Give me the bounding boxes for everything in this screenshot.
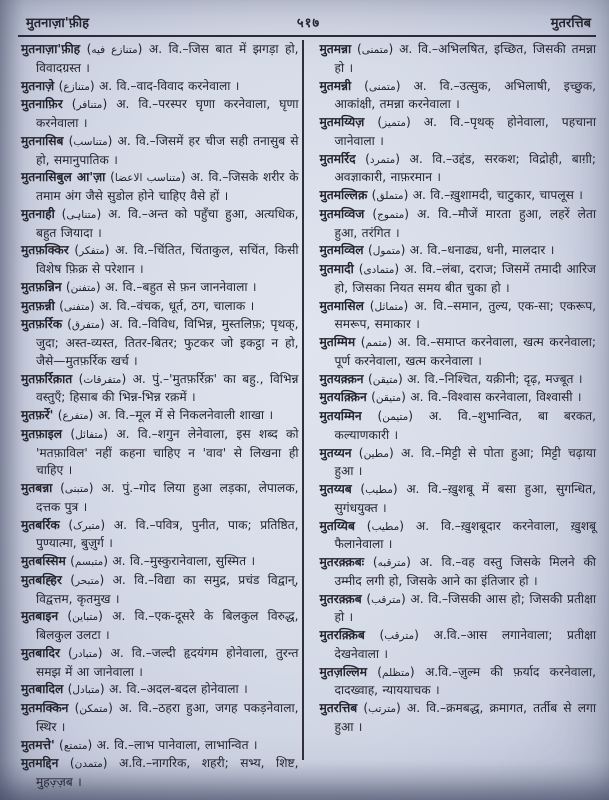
dictionary-entry: मुतनाही (متناہی) अ. वि.–अन्त को पहुँचा हुआ, अत्यधिक, बहुत जियादा ।	[21, 206, 299, 240]
entry-pos-and-definition: अ. वि.–ख़ुशबूदार करनेवाला, ख़ुशबू फैलानेवाला ।	[334, 518, 597, 552]
entry-urdu-script: متباین	[72, 611, 99, 624]
dictionary-entry: मुतबाइन (متباین) अ. वि.–एक-दूसरे के बिलकुल विरुद्ध, बिलकुल उलटा ।	[21, 609, 299, 642]
entry-urdu-script: متفکر	[79, 245, 105, 258]
entry-pos-and-definition: अ. वि.–वंचक, धूर्त, ठग, चालाक ।	[99, 298, 255, 313]
entry-pos-and-definition: अ. वि.–जिसके शरीर के तमाम अंग जैसे सुडोल होने चाहिए वैसे हों ।	[36, 170, 299, 203]
entry-pos-and-definition: अ. वि.–लाभ पानेवाला, लाभान्वित ।	[96, 737, 258, 752]
entry-headword: मुतबाइन	[21, 609, 59, 624]
entry-headword: मुतमल्लिक़	[319, 188, 368, 202]
entry-urdu-script: متمول	[372, 245, 401, 258]
entry-headword: मुतफ़न्नी	[21, 298, 55, 313]
dictionary-entry: मुतयक़्क़िन (متیقن) अ. वि.–विश्वास करनेवाला, विश्वासी ।	[319, 390, 582, 405]
dictionary-entry: मुतरक़्क़बः (مترقبه) अ. वि.–वह वस्तु जिसके मिलने की उम्मीद लगी हो, जिसके आने का इंतिजार हो ।	[319, 555, 596, 588]
entry-pos-and-definition: अ. वि.–शुभान्वित, बा बरकत, कल्याणकारी ।	[334, 409, 597, 442]
entry-headword: मुतफ़र्रे'	[21, 408, 54, 422]
dictionary-entry: मुतनाफ़िर (متنافر) अ. वि.–परस्पर घृणा करनेवाला, घृणा करनेवाला ।	[21, 97, 299, 130]
entry-headword: मुतबर्रिक	[21, 517, 60, 532]
entry-headword: मुतरक़्क़िब	[319, 628, 365, 642]
dictionary-entry: मुतबह्हिर (متبحر) अ. वि.–विद्या का समुद्र, प्रचंड विद्वान्, विद्वत्तम, कृतमुख ।	[21, 572, 299, 606]
dictionary-entry: मुतबस्सिम (متبسم) अ. वि.–मुस्कुरानेवाला, सुस्मित ।	[21, 554, 256, 568]
entry-pos-and-definition: अ. वि.–जिसकी आस हो; जिसकी प्रतीक्षा हो ।	[334, 591, 596, 625]
entry-pos-and-definition: अ.वि.–आस लगानेवाला; प्रतीक्षा देखनेवाला ।	[334, 628, 596, 661]
entry-urdu-script: متبادل	[72, 684, 100, 697]
entry-urdu-script: مترقب	[384, 630, 415, 642]
entry-urdu-script: متیقن	[375, 392, 402, 405]
entry-pos-and-definition: अ. वि.–शगुन लेनेवाला, इस शब्द को 'मतफ़ाविल' नहीं कहना चाहिए न 'वाव' से लिखना ही चाहिए ।	[36, 426, 299, 478]
entry-headword: मुतफ़क्किर	[21, 243, 69, 258]
running-head-left: मुतनाज़ा'फ़ीह	[26, 16, 90, 31]
entry-pos-and-definition: अ. वि.–उद्दंड, सरकश; विद्रोही, बाग़ी; अवज्ञाकारी, नाफ़रमान ।	[334, 151, 596, 185]
entry-urdu-script: متیمن	[382, 411, 409, 423]
entry-urdu-script: متناہی	[66, 208, 97, 221]
entry-urdu-script: مطیب	[365, 484, 393, 496]
entry-headword: मुतनाही	[21, 206, 55, 221]
header-rule	[18, 35, 596, 37]
entry-urdu-script: متفنی	[63, 300, 90, 313]
entry-urdu-script: متفرع	[62, 410, 89, 422]
entry-pos-and-definition: अ. वि.–वह वस्तु जिसके मिलने की उम्मीद लगी हो, जिसके आने का इंतिजार हो ।	[334, 555, 596, 588]
entry-pos-and-definition: अ. पुं.–'मुतफ़र्रिक़' का बहु., विभिन्न वस्तुएँ; हिसाब की भिन्न-भिन्न रक़में ।	[36, 371, 299, 405]
dictionary-entry: मुतरक़्क़ब (مترقب) अ. वि.–जिसकी आस हो; जिसकी प्रतीक्षा हो ।	[319, 591, 596, 625]
entry-headword: मुतमर्रिद	[319, 151, 356, 166]
entry-urdu-script: متمتع	[63, 739, 88, 752]
entry-pos-and-definition: अ. वि.–धनाढ्य, धनी, मालदार ।	[409, 243, 555, 258]
entry-headword: मुतफ़ाइल	[21, 426, 63, 441]
entry-pos-and-definition: अ. वि.–विश्वास करनेवाला, विश्वासी ।	[410, 390, 582, 405]
entry-urdu-script: متفائل	[75, 428, 104, 441]
entry-pos-and-definition: अ. वि.–जिसमें हर चीज सही तनासुब से हो, समानुपातिक ।	[36, 133, 299, 167]
entry-headword: मुतमासिल	[319, 298, 364, 313]
dictionary-entry: मुतयम्मिन (متیمن) अ. वि.–शुभान्वित, बा बरकत, कल्याणकारी ।	[319, 409, 597, 442]
entry-headword: मुतमत्ते'	[21, 737, 55, 752]
entry-pos-and-definition: अ. वि.–क्रमबद्ध, क्रमागत, तर्तीब से लगा हुआ ।	[334, 701, 596, 734]
dictionary-entry: मुतबादिर (متبادر) अ. वि.–जल्दी हृदयंगम होनेवाला, तुरन्त समझ में आ जानेवाला ।	[21, 645, 299, 679]
entry-headword: मुतयक़्क़िन	[319, 390, 367, 405]
entry-urdu-script: متظلم	[382, 666, 410, 679]
dictionary-entry: मुतम्मिम (متمم) अ. वि.–समाप्त करनेवाला, खत्म करनेवाला; पूर्ण करनेवाला, खत्म करनेवाला ।	[319, 335, 596, 368]
entry-pos-and-definition: अ. वि.–समान, तुल्य, एक-सा; एकरूप, समरूप, समाकार ।	[334, 298, 596, 332]
entry-urdu-script: مترتب	[368, 703, 396, 715]
entry-urdu-script: متفرق	[71, 319, 100, 332]
dictionary-entry: मुतमत्ते' (متمتع) अ. वि.–लाभ पानेवाला, लाभान्वित ।	[21, 737, 258, 752]
entry-urdu-script: متبنی	[64, 483, 89, 495]
entry-headword: मुतमन्ना	[319, 42, 352, 56]
entry-pos-and-definition: अ. वि.–समाप्त करनेवाला, खत्म करनेवाला; पूर्ण करनेवाला, खत्म करनेवाला ।	[334, 335, 596, 368]
dictionary-entry: मुतयक़्क़न (متیقن) अ. वि.–निश्चित, यक़ीनी; दृढ़, मज्बूत ।	[319, 371, 583, 386]
running-head-right: मुतरत्तिब	[550, 16, 591, 31]
dictionary-entry: मुतनासिबुल आ'ज़ा (متناسب الاعضا) अ. वि.–जिसके शरीर के तमाम अंग जैसे सुडोल होने चाहिए वैसे हों ।	[21, 170, 299, 203]
entry-urdu-script: متمکن	[79, 703, 109, 715]
entry-headword: मुतय्यन	[319, 445, 352, 460]
dictionary-entry: मुतय्यब (مطیب) अ. वि.–ख़ुशबू में बसा हुआ, सुगन्धित, सुगंधयुक्त ।	[319, 482, 596, 515]
entry-urdu-script: متمم	[365, 337, 388, 349]
entry-headword: मुतनासिब	[21, 133, 64, 148]
page-number: ५१७	[296, 16, 321, 31]
entry-pos-and-definition: अ. वि.–मुस्कुरानेवाला, सुस्मित ।	[112, 554, 256, 568]
entry-headword: मुतफ़र्रिक़ात	[21, 371, 73, 386]
entry-pos-and-definition: अ. वि.–निश्चित, यक़ीनी; दृढ़, मज्बूत ।	[407, 371, 583, 386]
entry-headword: मुतरत्तिब	[319, 701, 358, 715]
entry-headword: मुतनाफ़िर	[21, 97, 63, 112]
entry-headword: मुतनासिबुल आ'ज़ा	[21, 170, 106, 185]
entry-headword: मुतबन्ना	[21, 481, 53, 495]
entry-urdu-script: متبرک	[73, 519, 101, 532]
dictionary-entry: मुतफ़र्रे' (متفرع) अ. वि.–मूल में से निकलनेवाली शाखा ।	[21, 408, 274, 422]
entry-headword: मुतबादिल	[21, 682, 64, 697]
entry-pos-and-definition: अ. वि.–अन्त को पहुँचा हुआ, अत्यधिक, बहुत जियादा ।	[36, 206, 299, 240]
entry-urdu-script: مطین	[363, 447, 389, 460]
entry-urdu-script: متموج	[377, 208, 405, 221]
dictionary-entry: मुतमासिल (متماثل) अ. वि.–समान, तुल्य, एक-सा; एकरूप, समरूप, समाकार ।	[319, 298, 596, 332]
entry-urdu-script: مطیب	[371, 520, 400, 533]
entry-urdu-script: متمنی	[368, 80, 396, 93]
entry-pos-and-definition: अ. वि.–मौजें मारता हुआ, लहरें लेता हुआ, तरंगित ।	[334, 206, 596, 240]
dictionary-entry: मुतनाज़े (متنازع) अ. वि.–वाद-विवाद करनेवाला ।	[21, 78, 240, 93]
entry-headword: मुतमव्विज	[319, 206, 365, 221]
dictionary-entry: मुतमक्किन (متمکن) अ. वि.–ठहरा हुआ, जगह पकड़नेवाला, स्थिर ।	[21, 701, 299, 734]
dictionary-entry: मुतमन्ना (متمنی) अ. वि.–अभिलषित, इच्छित, जिसकी तमन्ना हो ।	[319, 42, 596, 75]
dictionary-entry: मुतय्यिब (مطیب) अ. वि.–ख़ुशबूदार करनेवाला, ख़ुशबू फैलानेवाला ।	[319, 518, 597, 552]
dictionary-entry: मुतमर्रिद (متمرد) अ. वि.–उद्दंड, सरकश; विद्रोही, बाग़ी; अवज्ञाकारी, नाफ़रमान ।	[319, 151, 596, 185]
entry-headword: मुतरक़्क़बः	[319, 555, 365, 569]
right-column	[309, 41, 597, 794]
entry-headword: मुतबस्सिम	[21, 554, 66, 568]
dictionary-entry: मुतय्यन (مطین) अ. वि.–मिट्टी से पोता हुआ; मिट्टी चढ़ाया हुआ ।	[319, 445, 596, 479]
entry-pos-and-definition: अ.वि.–ज़ुल्म की फ़र्याद करनेवाला, दादख्वाह, न्याययाचक ।	[334, 664, 596, 698]
entry-urdu-script: متبسم	[74, 556, 104, 568]
entry-pos-and-definition: अ. वि.–विविध, विभिन्न, मुस्तलिफ़; पृथक्, जुदा; अस्त-व्यस्त, तितर-बितर; फुटकर जो इकट्ठा न हो, जैसे—मुतफ़र्रिक खर्च ।	[36, 317, 299, 368]
dictionary-entry: मुतनाज़ा'फ़ीह (متنازع فیه) अ. वि.–जिस बात में झगड़ा हो, विवादग्रस्त ।	[21, 42, 299, 75]
entry-headword: मुतयक़्क़न	[319, 371, 364, 386]
entry-pos-and-definition: अ. वि.–ठहरा हुआ, जगह पकड़नेवाला, स्थिर ।	[36, 701, 299, 734]
entry-pos-and-definition: अ. वि.–अदल-बदल होनेवाला ।	[109, 682, 248, 697]
entry-urdu-script: متملق	[376, 190, 404, 202]
entry-pos-and-definition: अ. वि.–जल्दी हृदयंगम होनेवाला, तुरन्त समझ में आ जानेवाला ।	[36, 645, 299, 679]
entry-pos-and-definition: अ. वि.–ख़ुशबू में बसा हुआ, सुगन्धित, सुगंधयुक्त ।	[334, 482, 596, 515]
entry-headword: मुतमक्किन	[21, 701, 69, 715]
dictionary-entry: मुतरत्तिब (مترتب) अ. वि.–क्रमबद्ध, क्रमागत, तर्तीब से लगा हुआ ।	[319, 701, 596, 734]
entry-headword: मुतम्मिम	[319, 335, 356, 349]
dictionary-entry: मुतज़ल्लिम (متظلم) अ.वि.–ज़ुल्म की फ़र्याद करनेवाला, दादख्वाह, न्याययाचक ।	[319, 664, 596, 698]
entry-pos-and-definition: अ. वि.–एक-दूसरे के बिलकुल विरुद्ध, बिलकुल उलटा ।	[36, 609, 299, 642]
entry-pos-and-definition: अ.वि.–नागरिक, शहरी; सभ्य, शिष्ट, मुहज़्ज़ब ।	[36, 756, 299, 789]
entry-urdu-script: متمدن	[74, 758, 103, 771]
entry-urdu-script: متمرد	[369, 153, 396, 166]
entry-pos-and-definition: अ. वि.–पवित्र, पुनीत, पाक; प्रतिष्ठित, पुण्यात्मा, बुज़ुर्ग ।	[36, 517, 299, 551]
entry-urdu-script: متبحر	[74, 574, 100, 587]
entry-headword: मुतफ़र्रिक	[21, 317, 63, 332]
entry-urdu-script: متنازع	[63, 80, 90, 93]
entry-headword: मुतज़ल्लिम	[319, 664, 367, 679]
entry-urdu-script: متمیز	[382, 117, 406, 129]
left-column	[21, 41, 309, 794]
dictionary-entry: मुतफ़र्रिक़ात (متفرقات) अ. पुं.–'मुतफ़र्रिक़' का बहु., विभिन्न वस्तुएँ; हिसाब की भिन्न-भिन्न रक़में ।	[21, 371, 299, 405]
dictionary-entry: मुतमादी (متمادی) अ. वि.–लंबा, दराज; जिसमें तमादी आरिज हो, जिसका नियत समय बीत चुका हो ।	[319, 262, 596, 295]
entry-pos-and-definition: अ. वि.–लंबा, दराज; जिसमें तमादी आरिज हो, जिसका नियत समय बीत चुका हो ।	[334, 262, 596, 295]
entry-pos-and-definition: अ. वि.–मूल में से निकलनेवाली शाखा ।	[97, 408, 274, 422]
entry-pos-and-definition: अ. वि.–पृथक् होनेवाला, पहचाना जानेवाला ।	[334, 115, 596, 148]
dictionary-entry: मुतनासिब (متناسب) अ. वि.–जिसमें हर चीज सही तनासुब से हो, समानुपातिक ।	[21, 133, 299, 167]
entry-headword: मुतबह्हिर	[21, 572, 62, 587]
entry-pos-and-definition: अ. वि.–परस्पर घृणा करनेवाला, घृणा करनेवाला ।	[36, 97, 299, 130]
entry-urdu-script: متیقن	[372, 373, 398, 386]
dictionary-entry: मुतबर्रिक (متبرک) अ. वि.–पवित्र, पुनीत, पाक; प्रतिष्ठित, पुण्यात्मा, बुज़ुर्ग ।	[21, 517, 299, 551]
entry-pos-and-definition: अ. वि.–विद्या का समुद्र, प्रचंड विद्वान्, विद्वत्तम, कृतमुख ।	[36, 572, 299, 606]
entry-pos-and-definition: अ. वि.–वाद-विवाद करनेवाला ।	[98, 78, 240, 93]
entry-urdu-script: متنازع فیه	[91, 44, 138, 56]
entry-headword: मुतमन्नी	[319, 78, 352, 93]
entry-pos-and-definition: अ. वि.–ख़ुशामदी, चाटुकार, चापलूस ।	[412, 188, 583, 202]
entry-urdu-script: متفرقات	[83, 373, 122, 386]
entry-urdu-script: متبادر	[72, 647, 98, 660]
entry-pos-and-definition: अ. वि.–जिस बात में झगड़ा हो, विवादग्रस्त ।	[36, 42, 299, 75]
dictionary-entry: मुतमव्विज (متموج) अ. वि.–मौजें मारता हुआ, लहरें लेता हुआ, तरंगित ।	[319, 206, 596, 240]
dictionary-entry: मुतफ़न्नी (متفنی) अ. वि.–वंचक, धूर्त, ठग, चालाक ।	[21, 298, 255, 313]
entry-headword: मुतबादिर	[21, 645, 60, 660]
dictionary-entry: मुतमय्यिज़ (متمیز) अ. वि.–पृथक् होनेवाला, पहचाना जानेवाला ।	[319, 115, 596, 148]
entry-headword: मुतरक़्क़ब	[319, 591, 362, 606]
dictionary-entry: मुतबन्ना (متبنی) अ. पुं.–गोद लिया हुआ लड़का, लेपालक, दत्तक पुत्र ।	[21, 481, 299, 514]
entry-urdu-script: متناسب	[73, 135, 108, 148]
entry-urdu-script: مترقبه	[377, 557, 407, 569]
entry-headword: मुतमादी	[319, 262, 354, 276]
entry-headword: मुतय्यिब	[319, 518, 355, 533]
entry-headword: मुतय्यब	[319, 482, 352, 496]
entry-headword: मुतमव्विल	[319, 243, 364, 258]
entry-pos-and-definition: अ. वि.–उत्सुक, अभिलाषी, इच्छुक, आकांक्षी, तमन्ना करनेवाला ।	[334, 78, 596, 112]
entry-headword: मुतनाज़े	[21, 78, 55, 93]
dictionary-entry: मुतफ़र्रिक (متفرق) अ. वि.–विविध, विभिन्न, मुस्तलिफ़; पृथक्, जुदा; अस्त-व्यस्त, तितर-बितर; फुटकर जो इकट्ठा न हो, जैसे—मुतफ़र्रिक खर्च ।	[21, 317, 299, 368]
dictionary-entry: मुतफ़क्किर (متفکر) अ. वि.–चिंतित, चिंताकुल, सचिंत, किसी विशेष फ़िक्र से परेशान ।	[21, 243, 299, 276]
dictionary-entry: मुतमन्नी (متمنی) अ. वि.–उत्सुक, अभिलाषी, इच्छुक, आकांक्षी, तमन्ना करनेवाला ।	[319, 78, 596, 112]
entry-urdu-script: متنافر	[76, 99, 103, 112]
dictionary-entry: मुतरक़्क़िब (مترقب) अ.वि.–आस लगानेवाला; प्रतीक्षा देखनेवाला ।	[319, 628, 596, 661]
dictionary-entry: मुतबादिल (متبادل) अ. वि.–अदल-बदल होनेवाला ।	[21, 682, 248, 697]
entry-urdu-script: متفنن	[70, 281, 96, 294]
entry-urdu-script: مترقب	[371, 593, 402, 606]
entry-urdu-script: متمادی	[363, 264, 395, 276]
entry-urdu-script: متماثل	[374, 300, 404, 313]
entry-pos-and-definition: अ. पुं.–गोद लिया हुआ लड़का, लेपालक, दत्तक पुत्र ।	[36, 481, 299, 514]
dictionary-entry: मुतमव्विल (متمول) अ. वि.–धनाढ्य, धनी, मालदार ।	[319, 243, 555, 258]
entry-pos-and-definition: अ. वि.–अभिलषित, इच्छित, जिसकी तमन्ना हो ।	[334, 42, 596, 75]
entry-pos-and-definition: अ. वि.–बहुत से फ़न जाननेवाला ।	[105, 279, 257, 294]
entry-headword: मुतयम्मिन	[319, 409, 362, 423]
entry-headword: मुतमद्दिन	[21, 756, 59, 771]
entry-urdu-script: متناسب الاعضا	[114, 172, 181, 185]
dictionary-entry: मुतमद्दिन (متمدن) अ.वि.–नागरिक, शहरी; सभ्य, शिष्ट, मुहज़्ज़ब ।	[21, 756, 299, 789]
page-header	[26, 13, 591, 33]
entry-headword: मुतफ़न्निन	[21, 279, 62, 294]
dictionary-entry: मुतफ़ाइल (متفائل) अ. वि.–शगुन लेनेवाला, इस शब्द को 'मतफ़ाविल' नहीं कहना चाहिए न 'वाव' से लिखना ही चाहिए ।	[21, 426, 299, 478]
entry-urdu-script: متمنی	[361, 44, 389, 56]
entry-pos-and-definition: अ. वि.–मिट्टी से पोता हुआ; मिट्टी चढ़ाया हुआ ।	[334, 445, 596, 479]
entry-headword: मुतमय्यिज़	[319, 115, 365, 129]
dictionary-entry: मुतमल्लिक़ (متملق) अ. वि.–ख़ुशामदी, चाटुकार, चापलूस ।	[319, 188, 583, 202]
columns-container	[21, 41, 596, 794]
dictionary-entry: मुतफ़न्निन (متفنن) अ. वि.–बहुत से फ़न जाननेवाला ।	[21, 279, 257, 294]
entry-headword: मुतनाज़ा'फ़ीह	[21, 42, 81, 56]
entry-pos-and-definition: अ. वि.–चिंतित, चिंताकुल, सचिंत, किसी विशेष फ़िक्र से परेशान ।	[36, 243, 299, 276]
